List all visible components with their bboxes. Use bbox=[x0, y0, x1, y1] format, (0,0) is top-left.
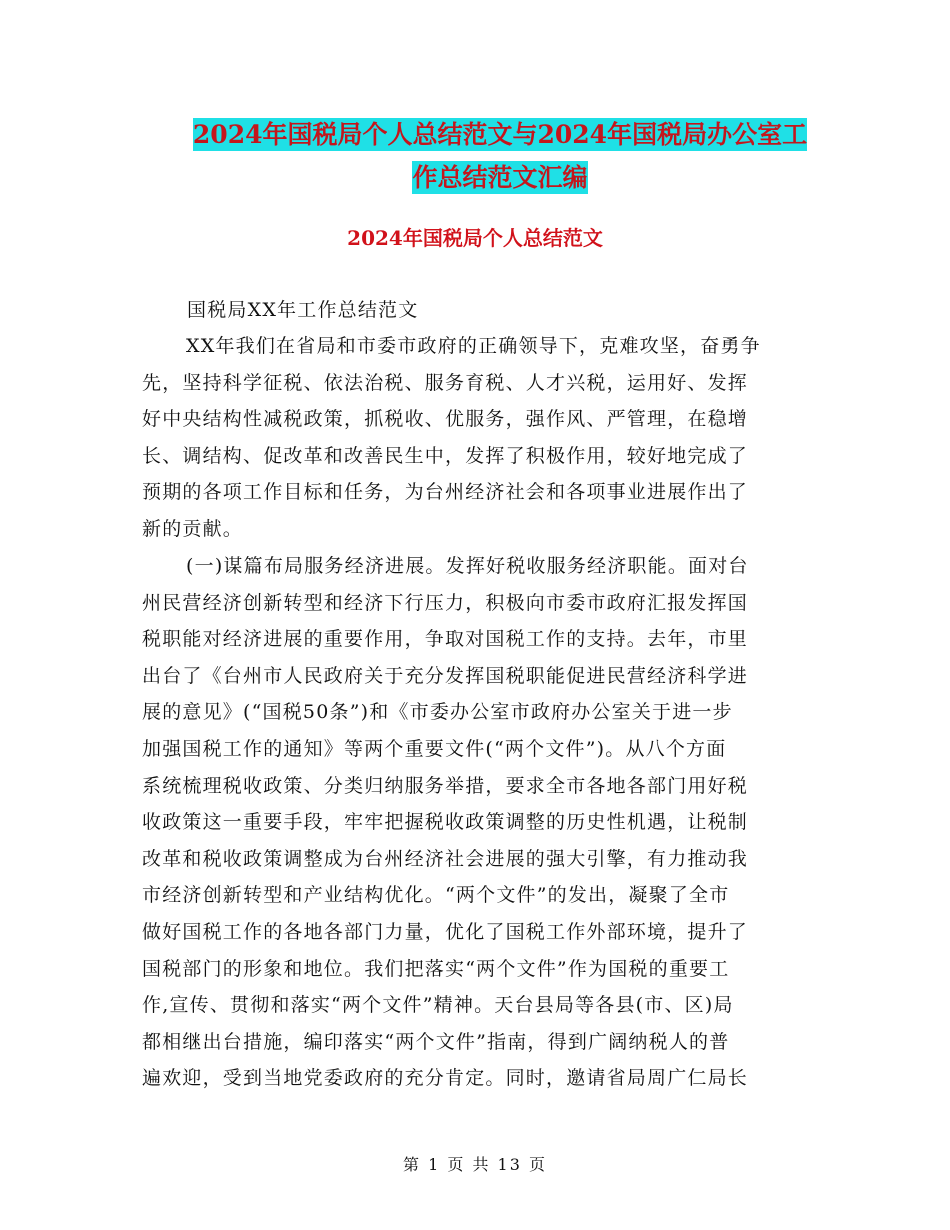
paragraph-line: 预期的各项工作目标和任务，为台州经济社会和各项事业进展作出了 bbox=[142, 481, 749, 504]
paragraph-line: 加强国税工作的通知》等两个重要文件(“两个文件”)。从八个方面 bbox=[142, 737, 727, 760]
paragraph-line: 国税部门的形象和地位。我们把落实“两个文件”作为国税的重要工 bbox=[142, 957, 730, 980]
document-title-text-2: 作总结范文汇编 bbox=[412, 163, 588, 192]
document-title-text-1: 2024年国税局个人总结范文与2024年国税局办公室工 bbox=[192, 120, 808, 149]
paragraph-line: 都相继出台措施，编印落实“两个文件”指南，得到广阔纳税人的普 bbox=[142, 1030, 730, 1053]
paragraph-line: 改革和税收政策调整成为台州经济社会进展的强大引擎，有力推动我 bbox=[142, 847, 749, 870]
subtitle: 国税局XX年工作总结范文 bbox=[187, 299, 419, 321]
paragraph-line: 好中央结构性减税政策，抓税收、优服务，强作风、严管理，在稳增 bbox=[142, 408, 749, 431]
document-title-line-1 bbox=[150, 112, 850, 157]
paragraph-line: 市经济创新转型和产业结构优化。“两个文件”的发出，凝聚了全市 bbox=[142, 884, 730, 907]
paragraph-line: (一)谋篇布局服务经济进展。发挥好税收服务经济职能。面对台 bbox=[186, 555, 749, 577]
paragraph-line: 遍欢迎，受到当地党委政府的充分肯定。同时，邀请省局周广仁局长 bbox=[142, 1067, 749, 1090]
page-footer: 第 1 页 共 13 页 bbox=[403, 1155, 547, 1174]
paragraph-line: 税职能对经济进展的重要作用，争取对国税工作的支持。去年，市里 bbox=[142, 628, 749, 651]
paragraph-line: 先，坚持科学征税、依法治税、服务育税、人才兴税，运用好、发挥 bbox=[142, 371, 749, 394]
paragraph-line: XX年我们在省局和市委市政府的正确领导下，克难攻坚，奋勇争 bbox=[186, 335, 761, 357]
paragraph-line: 作,宣传、贯彻和落实“两个文件”精神。天台县局等各县(市、区)局 bbox=[142, 994, 734, 1017]
paragraph-line: 长、调结构、促改革和改善民生中，发挥了积极作用，较好地完成了 bbox=[142, 444, 749, 467]
paragraph-1 bbox=[142, 328, 804, 548]
paragraph-2 bbox=[142, 548, 804, 1097]
document-title-line-2 bbox=[150, 155, 850, 200]
paragraph-line: 收政策这一重要手段，牢牢把握税收政策调整的历史性机遇，让税制 bbox=[142, 811, 749, 834]
paragraph-line: 新的贡献。 bbox=[142, 517, 244, 540]
paragraph-line: 展的意见》(“国税50条”)和《市委办公室市政府办公室关于进一步 bbox=[142, 701, 733, 724]
section-heading: 2024年国税局个人总结范文 bbox=[347, 226, 603, 250]
paragraph-line: 州民营经济创新转型和经济下行压力，积极向市委市政府汇报发挥国 bbox=[142, 591, 749, 614]
paragraph-line: 出台了《台州市人民政府关于充分发挥国税职能促进民营经济科学进 bbox=[142, 664, 749, 687]
paragraph-line: 系统梳理税收政策、分类归纳服务举措，要求全市各地各部门用好税 bbox=[142, 774, 749, 797]
paragraph-line: 做好国税工作的各地各部门力量，优化了国税工作外部环境，提升了 bbox=[142, 920, 749, 943]
